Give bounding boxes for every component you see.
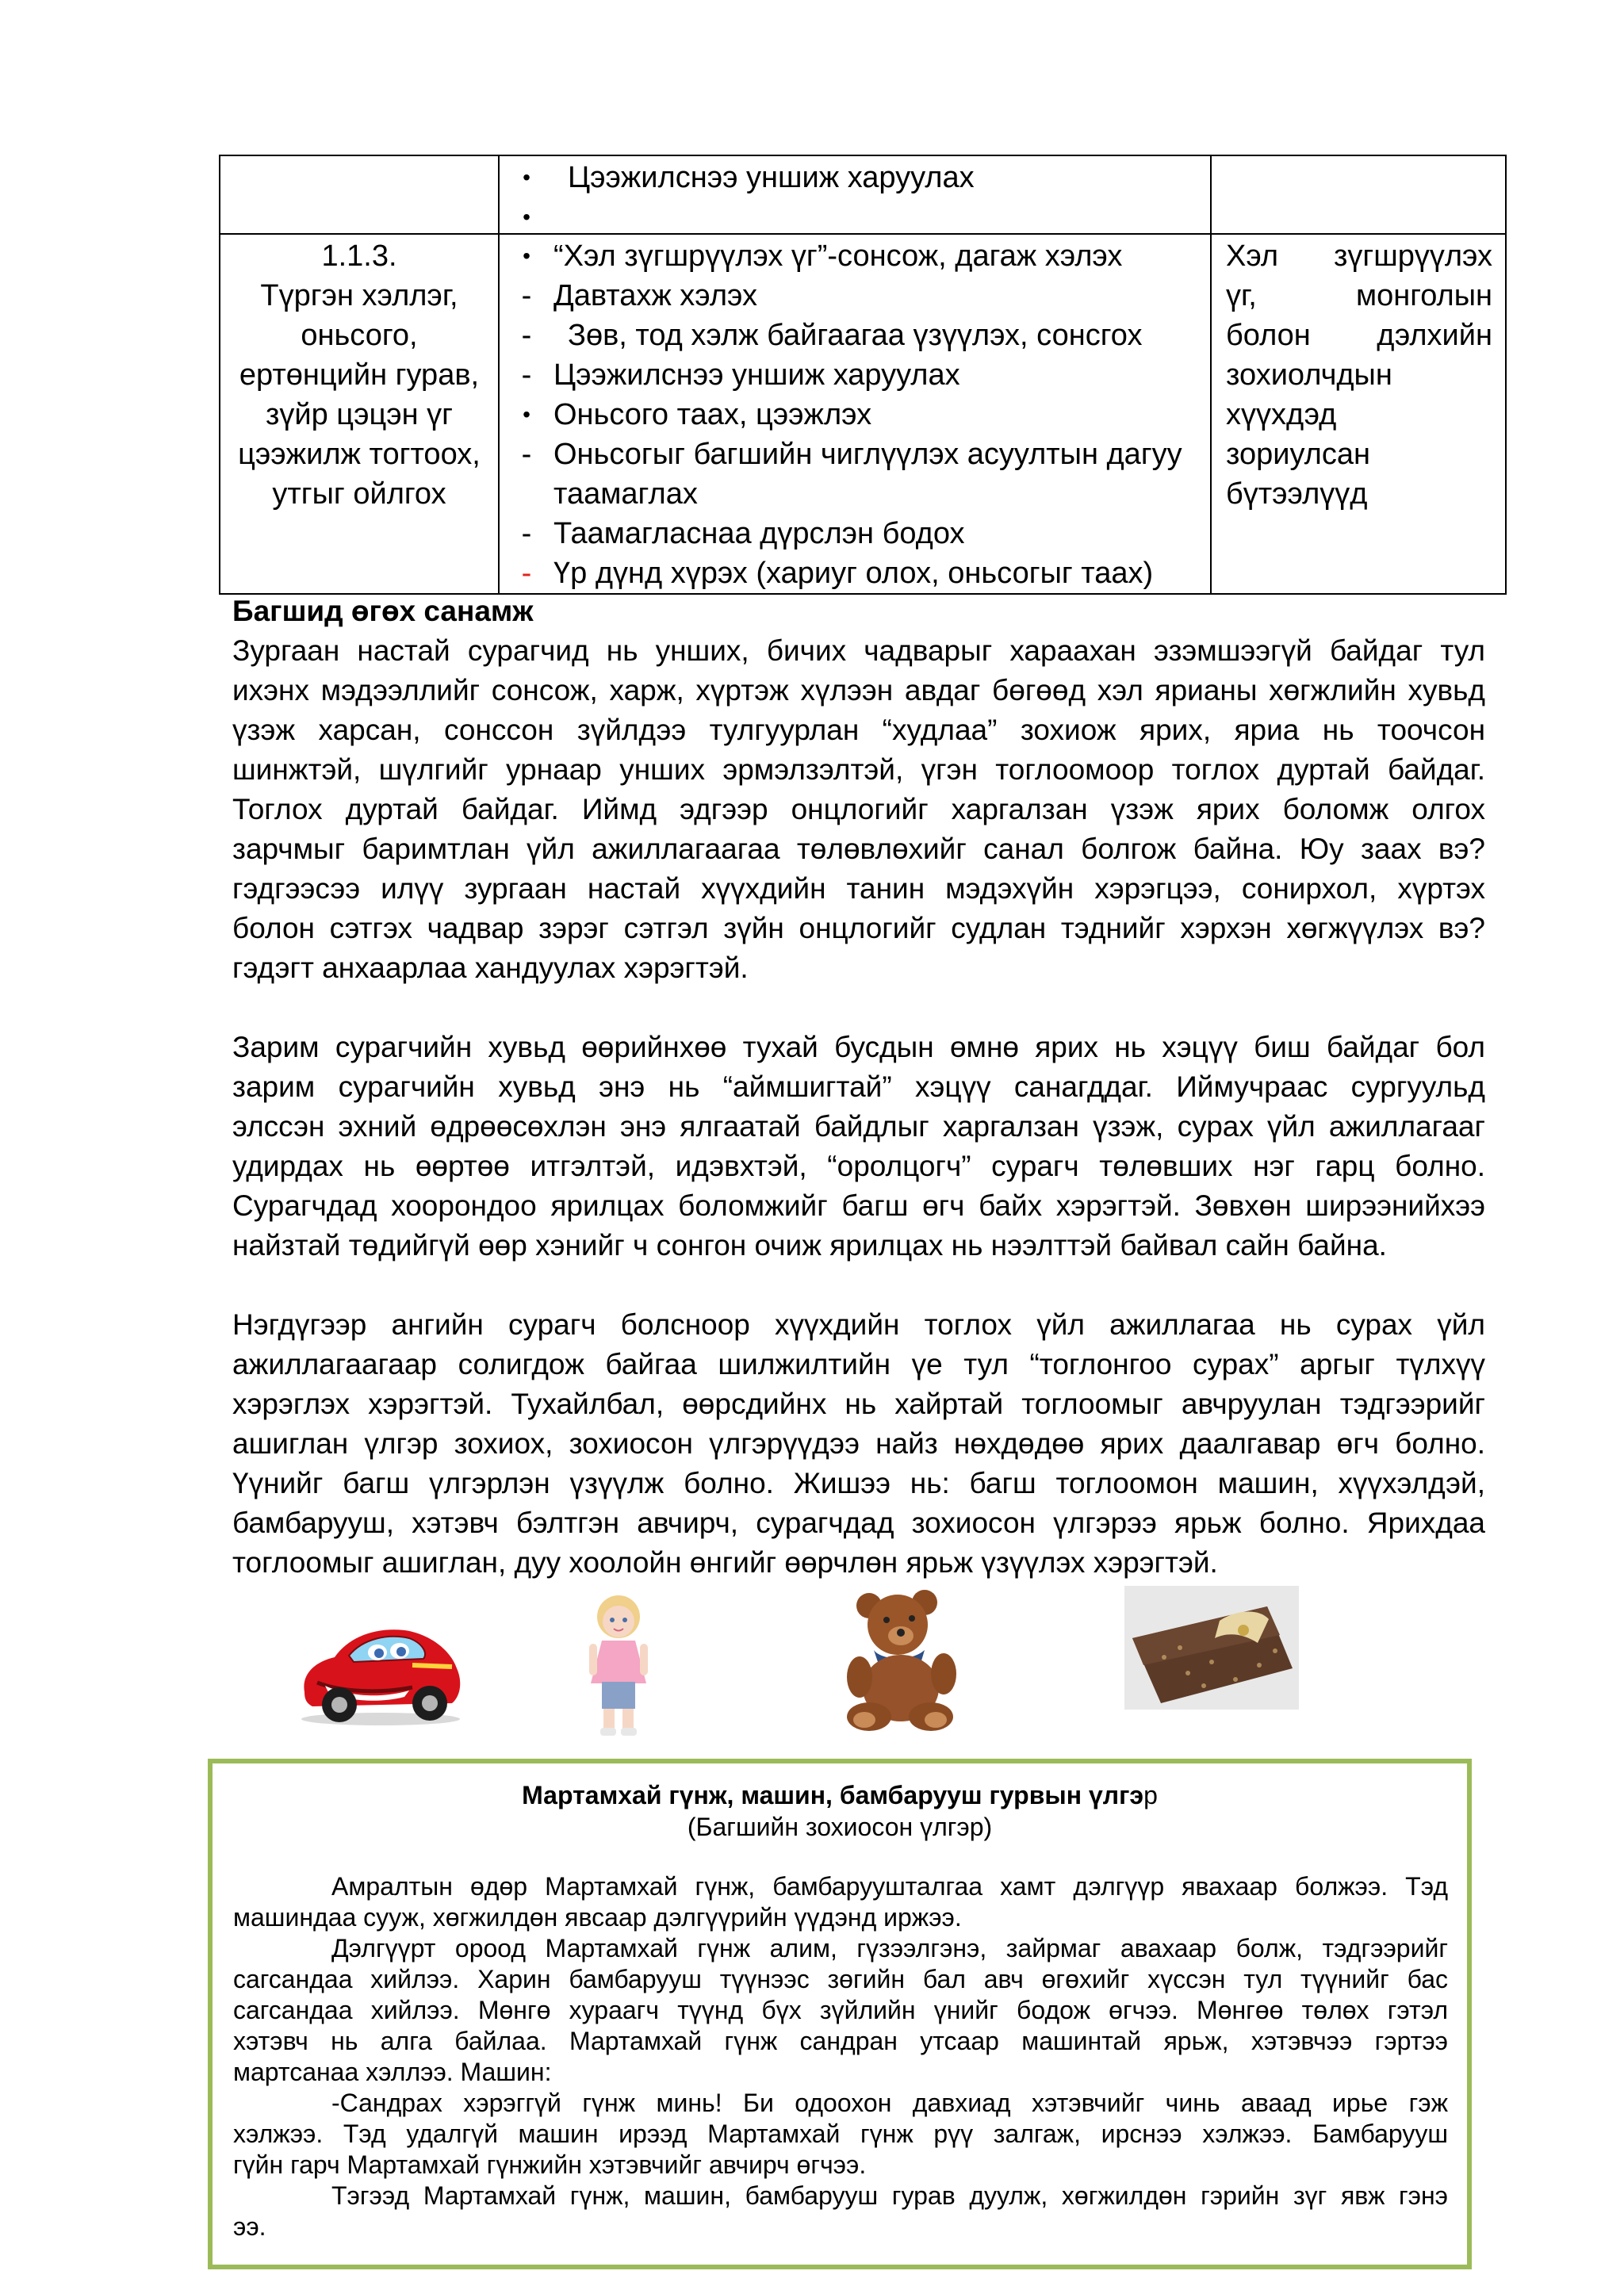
table-row [220,155,1506,234]
resource-line: хүүхдэд [1226,398,1337,431]
objective-line: утгыг ойлгох [272,477,446,511]
story-subtitle: (Багшийн зохиосон үлгэр) [687,1813,993,1841]
list-item: таамаглах [553,477,698,511]
objective-line: оньсого, [301,319,418,352]
objective-cell [220,234,499,594]
activities-cell [499,234,1211,594]
note-paragraph: Нэгдүгээр ангийн сурагч болсноор хүүхдийн тоглох үйл ажиллагаа нь сурах үйл ажиллагаагаар солигдож байгаа шилжилтийн үе тул “тоглонгоо сурах” аргыг түлхүү хэрэглэх хэрэгтэй. Тухайлбал, өөрсдийнх нь хайртай тоглоомыг авчруулан тэдгээрийг ашиглан үлгэр зохиох, зохиосон үлгэрүүдээ найз нөхдөдөө ярих даалгавар өгч болно. Үүнийг багш үлгэрлэн үзүүлж болно. Жишээ нь: багш тоглоомон машин, хүүхэлдэй, бамбарууш, хэтэвч бэлтгэн авчирч, сурагчдад зохиосон үлгэрээ ярьж болно. Ярихдаа тоглоомыг ашиглан, дуу хоолойн өнгийг өөрчлөн ярьж үзүүлэх хэрэгтэй. [232,1308,1485,1579]
resource-line: болон дэлхийн [1226,319,1492,352]
resources-cell [1211,234,1506,594]
wallet-image [1124,1586,1299,1710]
objective-cell [220,155,499,234]
objective-line: Түргэн хэллэг, [260,279,458,312]
note-paragraph: Зургаан настай сурагчид нь унших, бичих чадварыг хараахан эзэмшээгүй байдаг тул ихэнх мэдээллийг сонсож, харж, хүртэж хүлээн авдаг бөгөөд хэл ярианы хөгжлийн хувьд үзэж харсан, сонссон зүйлдээ тулгуурлан “худлаа” зохиож ярих, яриа нь тоочсон шинжтэй, шүлгийг урнаар унших эрмэлзэлтэй, үгэн тоглоомоор тоглох дуртай байдаг. Тоглох дуртай байдаг. Иймд эдгээр онцлогийг харгалзан үзэж ярих боломж олгох зарчмыг баримтлан үйл ажиллагаагаа төлөвлөхийг санал болгож байна. Юу заах вэ? гэдгээсээ илүү зургаан настай хүүхдийн танин мэдэхүйн хэрэгцээ, сонирхол, хүртэх болон сэтгэх чадвар зэрэг сэтгэл зүйн онцлогийг судлан тэднийг хэрхэн хөгжүүлэх вэ? гэдэгт анхаарлаа хандуулах хэрэгтэй. [232,634,1485,984]
resource-line: үг, монголын [1226,279,1492,312]
objective-line: ертөнцийн гурав, [239,358,480,392]
list-item: • Цээжилснээ уншиж харуулах [523,161,975,194]
resource-line: зориулсан [1226,438,1370,471]
list-item: - Үр дүнд хүрэх (хариуг олох, оньсогыг таах) [521,557,1154,590]
lesson-table [219,155,1507,595]
resource-line: бүтээлүүд [1226,477,1368,511]
toy-bear-image [833,1590,967,1733]
note-paragraph: Зарим сурагчийн хувьд өөрийнхөө тухай бусдын өмнө ярих нь хэцүү биш байдаг бол зарим сурагчийн хувьд энэ нь “аймшигтай” хэцүү санагддаг. Иймучраас сургуульд элссэн эхний өдрөөсөхлэн энэ ялгаатай байдлыг харгалзан үзэж, сурах үйл ажиллагааг удирдах нь өөртөө итгэлтэй, идэвхтэй, “оролцогч” сурагч төлөвших нэг гарц болно. Сурагчдад хоорондоо ярилцах боломжийг багш өгч байх хэрэгтэй. Зөвхөн ширээнийхээ найзтай төдийгүй өөр хэнийг ч сонгон очиж ярилцах нь нээлттэй байвал сайн байна. [232,1031,1485,1262]
objective-line: 1.1.3. [321,239,397,273]
objective-line: цээжилж тогтоох, [238,438,481,471]
toy-doll-image [583,1590,654,1740]
story-paragraph: Дэлгүүрт ороод Мартамхай гүнж алим, гүзээлгэнэ, зайрмаг авахаар болж, тэдгээрийг сагсандаа хийлээ. Харин бамбарууш түүнээс зөгийн бал авч өгөхийг хүссэн тул түүнийг бас сагсандаа хийлээ. Мөнгө хураагч түүнд бүх зүйлийн үнийг бодож өгчээ. Мөнгөө төлөх гэтэл хэтэвч нь алга байлаа. Мартамхай гүнж сандран утсаар машинтай ярьж, хэтэвчээ гэртээ мартсанаа хэллээ. Машин: [233,1934,1448,2086]
note-title: Багшид өгөх санамж [232,595,534,627]
list-item: - Давтахж хэлэх [521,279,758,312]
list-item: - Зөв, тод хэлж байгаагаа үзүүлэх, сонсгох [521,319,1143,352]
activities-cell: • Цээжилснээ уншиж харуулах • [499,155,1211,234]
story-box [208,1759,1472,2269]
objective-line: зүйр цэцэн үг [265,398,454,431]
story-paragraph: Тэгээд Мартамхай гүнж, машин, бамбарууш гурав дуулж, хөгжилдөн гэрийн зүг явж гэнэ ээ. [233,2181,1448,2241]
story-paragraph: -Сандрах хэрэггүй гүнж минь! Би одоохон давхиад хэтэвчийг чинь аваад ирье гэж хэлжээ. Тэд удалгүй машин ирээд Мартамхай гүнж рүү залгаж, ирснээ хэлжээ. Бамбарууш гүйн гарч Мартамхай гүнжийн хэтэвчийг авчирч өгчээ. [233,2089,1448,2179]
story-paragraph: Амралтын өдөр Мартамхай гүнж, бамбаруушталгаа хамт дэлгүүр явахаар болжээ. Тэд машиндаа сууж, хөгжилдөн явсаар дэлгүүрийн үүдэнд иржээ. [233,1872,1448,1932]
resources-cell [1211,155,1506,234]
resource-line: Хэл зүгшрүүлэх [1226,239,1492,273]
list-item: - Оньсогыг багшийн чиглүүлэх асуултын дагуу [521,438,1182,471]
list-item: - Цээжилснээ уншиж харуулах [521,358,960,392]
table-row [220,234,1506,594]
list-item: • “Хэл зүгшрүүлэх үг”-сонсож, дагаж хэлэх [523,239,1123,273]
list-item: • Оньсого таах, цээжлэх [523,398,872,431]
story-title: Мартамхай гүнж, машин, бамбарууш гурвын үлгэр [522,1781,1158,1809]
resource-line: зохиолчдын [1226,358,1392,392]
toy-car-image [293,1610,468,1729]
list-item: - Таамагласнаа дүрслэн бодох [521,517,965,550]
